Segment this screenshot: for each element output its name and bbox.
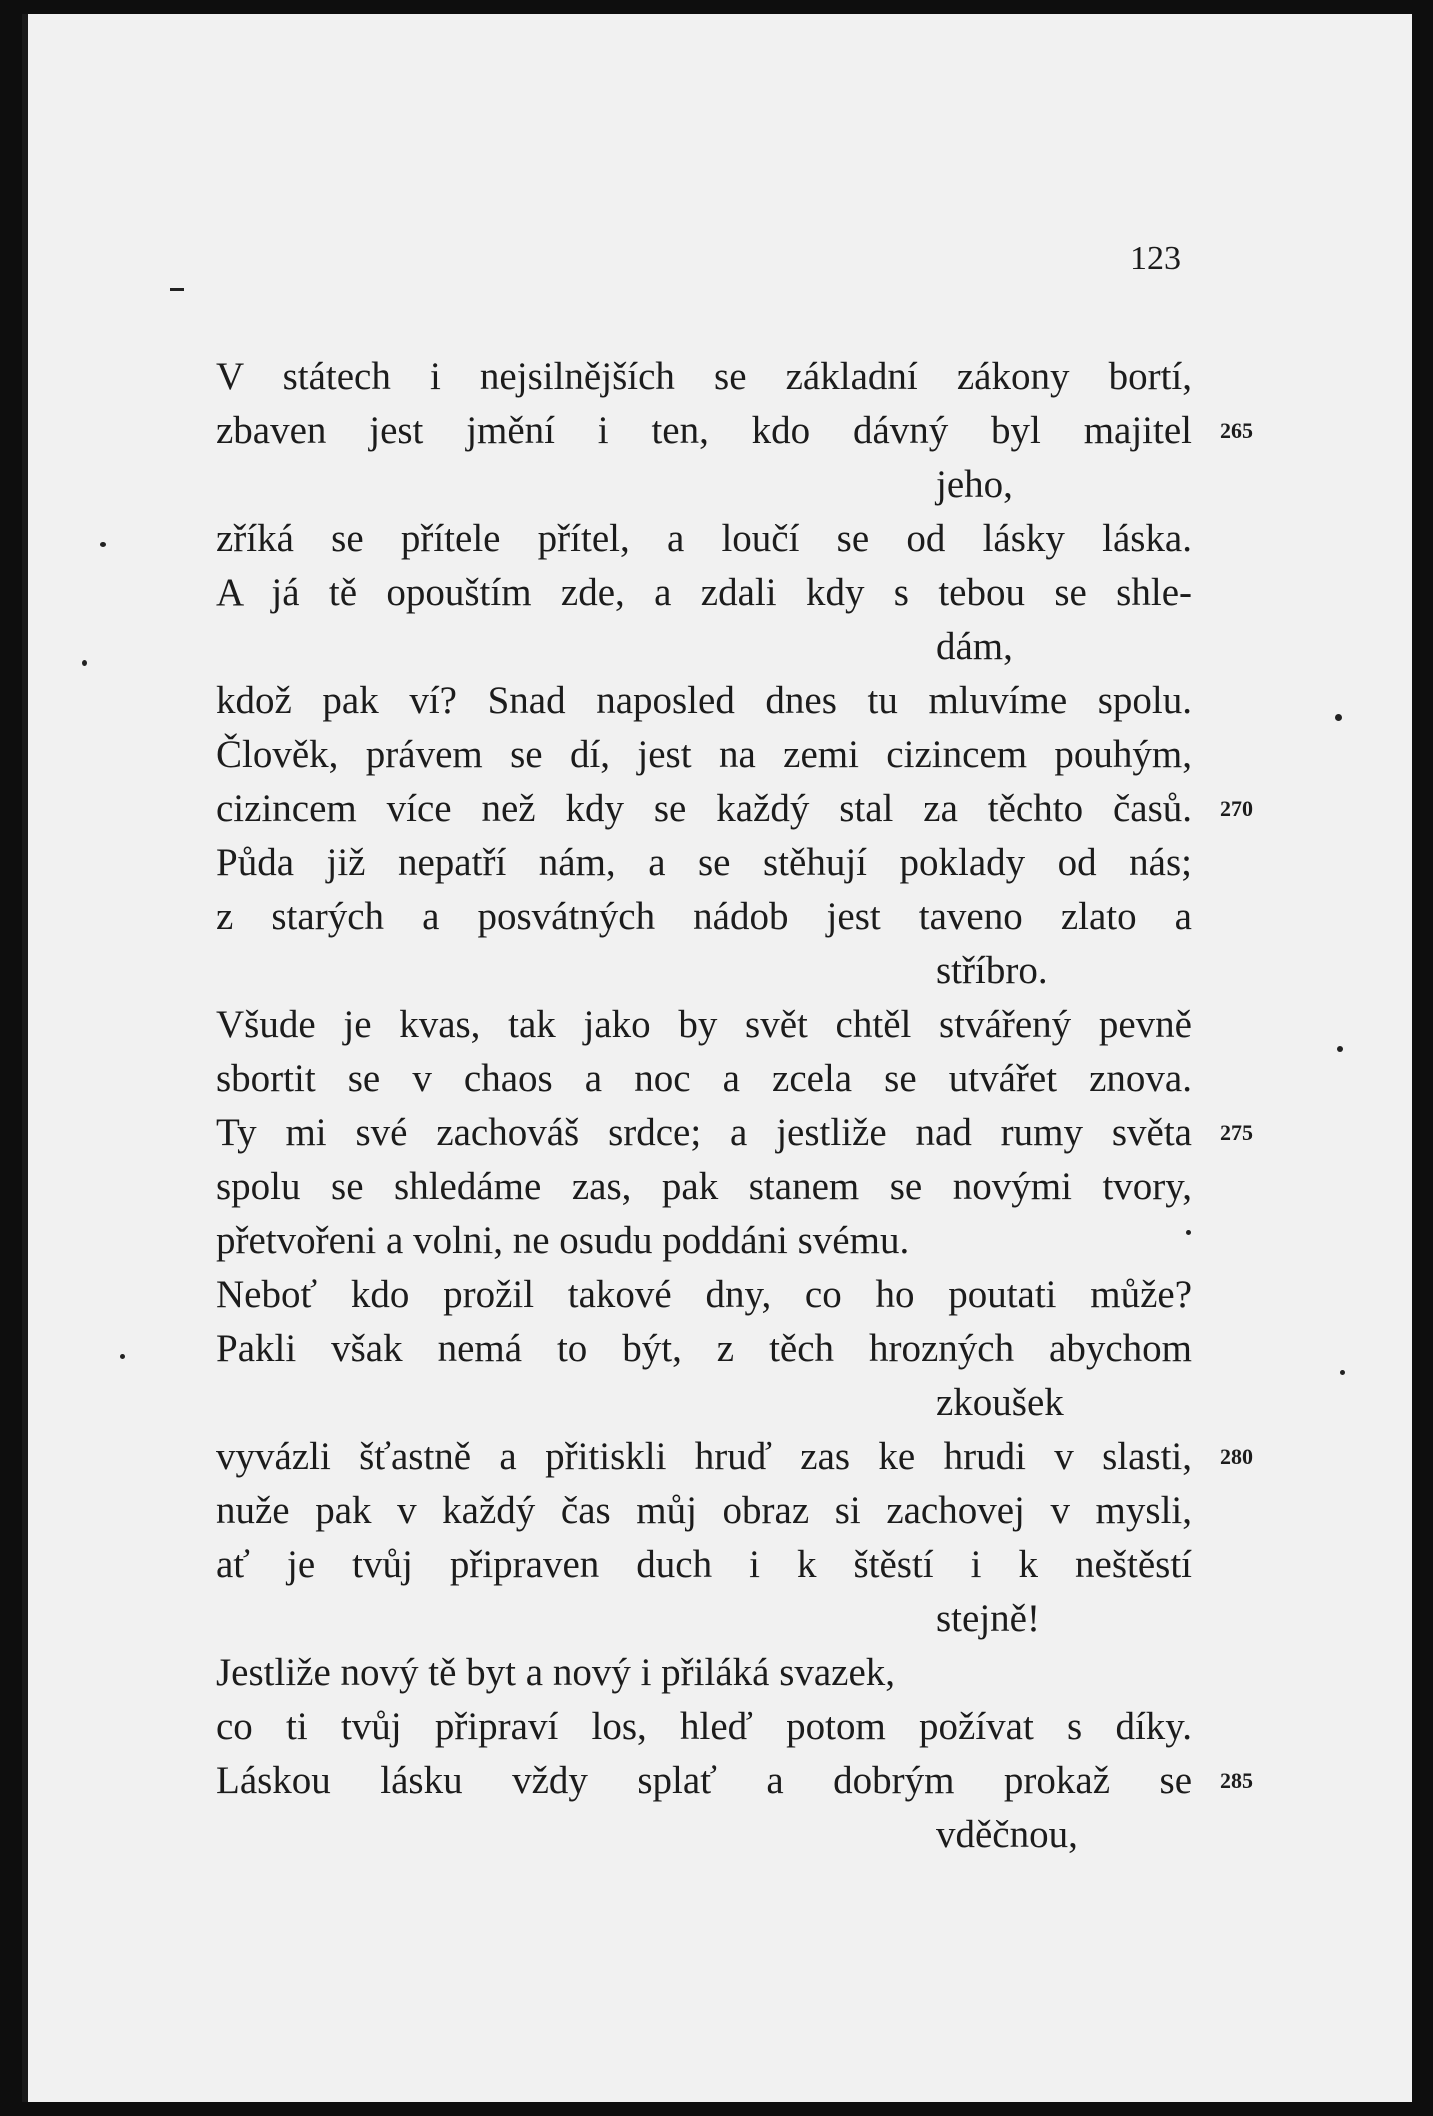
verse-line-text: ať je tvůj připraven duch i k štěstí i k neštěstí [216,1543,1192,1586]
scan-speck [120,1354,125,1359]
verse-line-text: Člověk, právem se dí, jest na zemi cizincem pouhým, [216,733,1192,776]
verse-line [216,1052,1256,1106]
verse-line-text: Jestliže nový tě byt a nový i přiláká svazek, [216,1651,896,1694]
verse-line [216,512,1256,566]
scan-speck [1186,1230,1191,1235]
verse-turnover [216,1592,1256,1646]
line-number: 285 [1220,1768,1253,1793]
verse-line [216,890,1256,944]
scan-speck [1335,714,1342,721]
scan-speck [1340,1370,1345,1375]
verse-line [216,674,1256,728]
verse-line-text: sbortit se v chaos a noc a zcela se utvářet znova. [216,1057,1192,1100]
scan-speck [82,660,87,666]
verse-line-text: A já tě opouštím zde, a zdali kdy s tebou se shle- [216,571,1192,614]
verse-line [216,1322,1256,1376]
verse-turnover [216,1808,1256,1862]
line-number: 265 [1220,418,1253,443]
verse-line-text: vděčnou, [936,1813,1078,1856]
line-number: 270 [1220,796,1253,821]
verse-line [216,566,1256,620]
verse-line [216,1700,1256,1754]
verse-turnover [216,458,1256,512]
page-spine [22,14,28,2102]
verse-line [216,1538,1256,1592]
page-number: 123 [1130,240,1181,277]
verse-line [216,728,1256,782]
verse-line [216,1754,1256,1808]
verse-turnover [216,620,1256,674]
verse-line-text: stejně! [936,1597,1040,1640]
scan-speck [1337,1046,1343,1052]
scan-speck [170,288,184,291]
verse-turnover [216,1376,1256,1430]
verse-block [216,350,1256,1862]
verse-line [216,350,1256,404]
verse-line [216,1646,1256,1700]
verse-line [216,1268,1256,1322]
verse-line-text: z starých a posvátných nádob jest taveno zlato a [216,895,1192,938]
verse-line-text: kdož pak ví? Snad naposled dnes tu mluvíme spolu. [216,679,1192,722]
verse-line-text: přetvořeni a volni, ne osudu poddáni svému. [216,1219,910,1262]
line-number: 275 [1220,1120,1253,1145]
verse-line-text: zbaven jest jmění i ten, kdo dávný byl majitel [216,409,1192,452]
verse-line-text: nuže pak v každý čas můj obraz si zachovej v mysli, [216,1489,1192,1532]
book-page [22,14,1412,2102]
verse-line-text: Ty mi své zachováš srdce; a jestliže nad rumy světa [216,1111,1192,1154]
verse-line [216,1484,1256,1538]
verse-line [216,1106,1256,1160]
verse-line [216,404,1256,458]
verse-line-text: Půda již nepatří nám, a se stěhují poklady od nás; [216,841,1192,884]
verse-line-text: V státech i nejsilnějších se základní zákony bortí, [216,355,1192,398]
verse-line-text: vyvázli šťastně a přitiskli hruď zas ke hrudi v slasti, [216,1435,1192,1478]
verse-line-text: zříká se přítele přítel, a loučí se od lásky láska. [216,517,1192,560]
line-number: 280 [1220,1444,1253,1469]
verse-line-text: dám, [936,625,1013,668]
scan-speck [100,542,106,547]
verse-line [216,782,1256,836]
verse-line-text: cizincem více než kdy se každý stal za těchto časů. [216,787,1192,830]
verse-line-text: spolu se shledáme zas, pak stanem se novými tvory, [216,1165,1192,1208]
verse-line [216,836,1256,890]
verse-line [216,1430,1256,1484]
verse-line [216,1214,1256,1268]
verse-line-text: Neboť kdo prožil takové dny, co ho poutati může? [216,1273,1192,1316]
verse-line-text: stříbro. [936,949,1048,992]
verse-line-text: jeho, [936,463,1013,506]
verse-line-text: zkoušek [936,1381,1064,1424]
verse-line [216,998,1256,1052]
verse-line [216,1160,1256,1214]
verse-line-text: Láskou lásku vždy splať a dobrým prokaž se [216,1759,1192,1802]
verse-turnover [216,944,1256,998]
verse-line-text: Všude je kvas, tak jako by svět chtěl stvářený pevně [216,1003,1192,1046]
verse-line-text: co ti tvůj připraví los, hleď potom požívat s díky. [216,1705,1192,1748]
verse-line-text: Pakli však nemá to být, z těch hrozných abychom [216,1327,1192,1370]
